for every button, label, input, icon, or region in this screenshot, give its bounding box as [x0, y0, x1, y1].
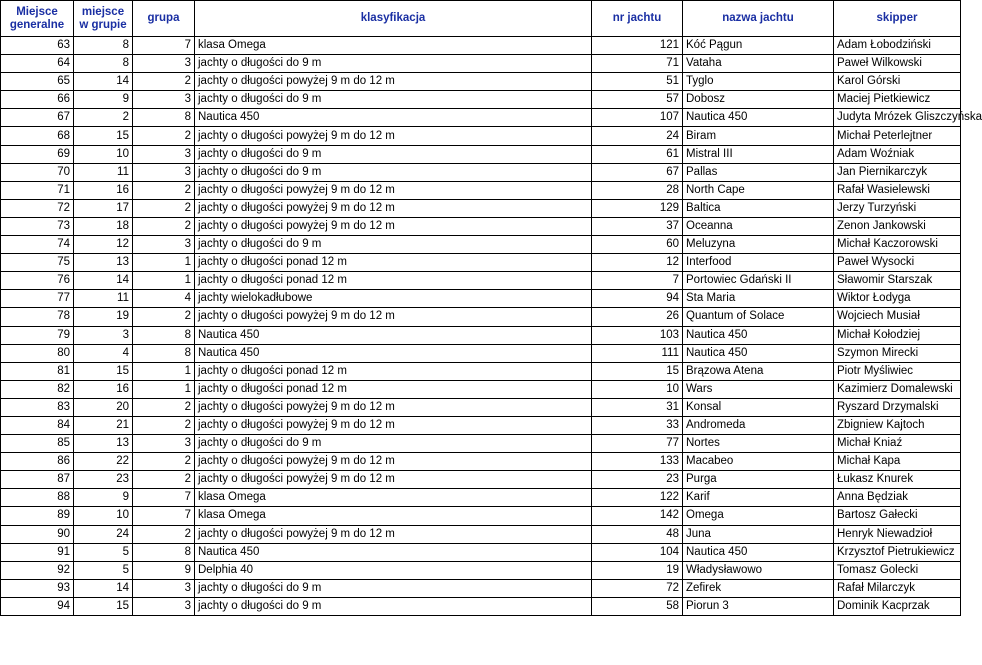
cell-group: 3	[133, 579, 195, 597]
table-row	[1, 453, 961, 471]
table-row	[1, 37, 961, 55]
cell-yacht-number: 129	[592, 199, 683, 217]
table-row	[1, 543, 961, 561]
cell-classification: klasa Omega	[195, 489, 592, 507]
cell-place-group: 15	[74, 362, 133, 380]
cell-yacht-number: 122	[592, 489, 683, 507]
cell-yacht-name: Kóć Pągun	[683, 37, 834, 55]
cell-skipper: Michał Kołodziej	[834, 326, 961, 344]
cell-place-group: 3	[74, 326, 133, 344]
table-row	[1, 561, 961, 579]
cell-yacht-name: Władysławowo	[683, 561, 834, 579]
header-place-group: miejsce w grupie	[74, 1, 133, 37]
cell-skipper: Adam Woźniak	[834, 145, 961, 163]
cell-place-overall: 66	[1, 91, 74, 109]
cell-yacht-number: 58	[592, 597, 683, 615]
cell-place-overall: 81	[1, 362, 74, 380]
cell-classification: Nautica 450	[195, 344, 592, 362]
cell-place-group: 4	[74, 344, 133, 362]
table-row	[1, 109, 961, 127]
cell-skipper: Jerzy Turzyński	[834, 199, 961, 217]
cell-yacht-name: Nautica 450	[683, 109, 834, 127]
cell-skipper: Paweł Wysocki	[834, 254, 961, 272]
cell-place-group: 21	[74, 416, 133, 434]
cell-place-group: 13	[74, 435, 133, 453]
table-row	[1, 525, 961, 543]
cell-yacht-name: Nautica 450	[683, 543, 834, 561]
cell-skipper: Zbigniew Kajtoch	[834, 416, 961, 434]
cell-classification: jachty o długości do 9 m	[195, 145, 592, 163]
cell-place-overall: 82	[1, 380, 74, 398]
cell-place-overall: 73	[1, 217, 74, 235]
cell-yacht-name: Tyglo	[683, 73, 834, 91]
cell-place-overall: 76	[1, 272, 74, 290]
cell-skipper: Dominik Kacprzak	[834, 597, 961, 615]
cell-place-overall: 68	[1, 127, 74, 145]
cell-place-overall: 71	[1, 181, 74, 199]
cell-place-group: 11	[74, 290, 133, 308]
cell-skipper: Anna Będziak	[834, 489, 961, 507]
cell-classification: jachty o długości do 9 m	[195, 91, 592, 109]
cell-yacht-number: 67	[592, 163, 683, 181]
cell-place-overall: 94	[1, 597, 74, 615]
cell-group: 7	[133, 507, 195, 525]
cell-group: 8	[133, 109, 195, 127]
cell-group: 2	[133, 416, 195, 434]
cell-place-group: 5	[74, 561, 133, 579]
cell-yacht-name: Piorun 3	[683, 597, 834, 615]
cell-yacht-number: 24	[592, 127, 683, 145]
cell-place-group: 10	[74, 145, 133, 163]
cell-yacht-name: North Cape	[683, 181, 834, 199]
cell-place-overall: 69	[1, 145, 74, 163]
cell-yacht-number: 94	[592, 290, 683, 308]
table-row	[1, 308, 961, 326]
cell-classification: jachty o długości do 9 m	[195, 597, 592, 615]
cell-yacht-name: Vataha	[683, 55, 834, 73]
cell-place-overall: 85	[1, 435, 74, 453]
table-row	[1, 254, 961, 272]
cell-place-overall: 67	[1, 109, 74, 127]
cell-place-overall: 64	[1, 55, 74, 73]
cell-yacht-name: Pallas	[683, 163, 834, 181]
header-group: grupa	[133, 1, 195, 37]
header-row	[1, 1, 961, 37]
cell-place-overall: 87	[1, 471, 74, 489]
table-row	[1, 597, 961, 615]
cell-skipper: Tomasz Golecki	[834, 561, 961, 579]
cell-place-group: 16	[74, 380, 133, 398]
table-row	[1, 127, 961, 145]
cell-skipper: Michał Kniaź	[834, 435, 961, 453]
cell-group: 8	[133, 344, 195, 362]
cell-place-group: 9	[74, 91, 133, 109]
cell-skipper: Maciej Pietkiewicz	[834, 91, 961, 109]
cell-group: 2	[133, 453, 195, 471]
cell-place-group: 14	[74, 73, 133, 91]
cell-place-overall: 70	[1, 163, 74, 181]
table-row	[1, 507, 961, 525]
cell-place-group: 19	[74, 308, 133, 326]
cell-group: 2	[133, 73, 195, 91]
cell-classification: jachty o długości do 9 m	[195, 579, 592, 597]
cell-yacht-name: Portowiec Gdański II	[683, 272, 834, 290]
cell-yacht-number: 19	[592, 561, 683, 579]
table-row	[1, 579, 961, 597]
cell-yacht-number: 10	[592, 380, 683, 398]
cell-yacht-name: Quantum of Solace	[683, 308, 834, 326]
cell-classification: Nautica 450	[195, 326, 592, 344]
table-row	[1, 236, 961, 254]
cell-skipper: Kazimierz Domalewski	[834, 380, 961, 398]
results-body	[1, 37, 982, 616]
cell-group: 1	[133, 254, 195, 272]
header-yacht-number: nr jachtu	[592, 1, 683, 37]
cell-classification: jachty o długości powyżej 9 m do 12 m	[195, 199, 592, 217]
cell-yacht-name: Nautica 450	[683, 326, 834, 344]
cell-place-overall: 80	[1, 344, 74, 362]
cell-yacht-number: 71	[592, 55, 683, 73]
cell-place-overall: 88	[1, 489, 74, 507]
cell-yacht-number: 57	[592, 91, 683, 109]
cell-skipper: Michał Peterlejtner	[834, 127, 961, 145]
cell-yacht-number: 103	[592, 326, 683, 344]
cell-group: 1	[133, 380, 195, 398]
cell-yacht-number: 33	[592, 416, 683, 434]
cell-group: 3	[133, 435, 195, 453]
cell-classification: jachty o długości do 9 m	[195, 236, 592, 254]
cell-place-group: 13	[74, 254, 133, 272]
table-row	[1, 380, 961, 398]
cell-place-overall: 72	[1, 199, 74, 217]
cell-group: 3	[133, 236, 195, 254]
cell-group: 7	[133, 37, 195, 55]
cell-place-group: 9	[74, 489, 133, 507]
cell-skipper: Rafał Milarczyk	[834, 579, 961, 597]
cell-classification: Delphia 40	[195, 561, 592, 579]
cell-group: 3	[133, 91, 195, 109]
table-row	[1, 217, 961, 235]
cell-classification: jachty o długości powyżej 9 m do 12 m	[195, 471, 592, 489]
cell-place-group: 24	[74, 525, 133, 543]
cell-place-overall: 63	[1, 37, 74, 55]
cell-place-group: 23	[74, 471, 133, 489]
cell-classification: jachty o długości powyżej 9 m do 12 m	[195, 181, 592, 199]
cell-group: 2	[133, 217, 195, 235]
cell-skipper: Rafał Wasielewski	[834, 181, 961, 199]
cell-skipper: Jan Piernikarczyk	[834, 163, 961, 181]
cell-yacht-name: Interfood	[683, 254, 834, 272]
cell-place-group: 18	[74, 217, 133, 235]
cell-place-overall: 93	[1, 579, 74, 597]
cell-place-group: 10	[74, 507, 133, 525]
cell-place-overall: 86	[1, 453, 74, 471]
cell-group: 2	[133, 398, 195, 416]
cell-yacht-name: Mistral III	[683, 145, 834, 163]
cell-yacht-name: Konsal	[683, 398, 834, 416]
cell-yacht-number: 72	[592, 579, 683, 597]
table-row	[1, 435, 961, 453]
cell-skipper: Ryszard Drzymalski	[834, 398, 961, 416]
cell-place-overall: 74	[1, 236, 74, 254]
table-row	[1, 344, 961, 362]
cell-classification: jachty o długości powyżej 9 m do 12 m	[195, 453, 592, 471]
cell-yacht-number: 12	[592, 254, 683, 272]
cell-place-overall: 79	[1, 326, 74, 344]
cell-place-overall: 65	[1, 73, 74, 91]
cell-place-overall: 90	[1, 525, 74, 543]
table-row	[1, 290, 961, 308]
cell-place-group: 14	[74, 579, 133, 597]
cell-classification: Nautica 450	[195, 543, 592, 561]
table-row	[1, 272, 961, 290]
cell-place-group: 15	[74, 597, 133, 615]
cell-yacht-number: 142	[592, 507, 683, 525]
cell-yacht-number: 23	[592, 471, 683, 489]
table-row	[1, 55, 961, 73]
cell-yacht-number: 51	[592, 73, 683, 91]
cell-yacht-name: Brązowa Atena	[683, 362, 834, 380]
cell-yacht-number: 107	[592, 109, 683, 127]
cell-yacht-number: 77	[592, 435, 683, 453]
cell-classification: jachty o długości do 9 m	[195, 435, 592, 453]
cell-yacht-number: 61	[592, 145, 683, 163]
table-row	[1, 489, 961, 507]
cell-yacht-number: 31	[592, 398, 683, 416]
cell-classification: jachty o długości ponad 12 m	[195, 362, 592, 380]
table-row	[1, 471, 961, 489]
table-row	[1, 416, 961, 434]
cell-group: 3	[133, 597, 195, 615]
cell-place-overall: 83	[1, 398, 74, 416]
cell-classification: jachty o długości do 9 m	[195, 163, 592, 181]
cell-skipper: Michał Kapa	[834, 453, 961, 471]
cell-skipper: Sławomir Starszak	[834, 272, 961, 290]
cell-place-group: 12	[74, 236, 133, 254]
cell-yacht-name: Juna	[683, 525, 834, 543]
table-row	[1, 199, 961, 217]
cell-yacht-number: 111	[592, 344, 683, 362]
cell-skipper: Wojciech Musiał	[834, 308, 961, 326]
cell-yacht-name: Karif	[683, 489, 834, 507]
table-row	[1, 326, 961, 344]
cell-yacht-name: Nortes	[683, 435, 834, 453]
cell-yacht-number: 7	[592, 272, 683, 290]
cell-skipper: Bartosz Gałecki	[834, 507, 961, 525]
cell-place-group: 22	[74, 453, 133, 471]
cell-group: 8	[133, 326, 195, 344]
cell-group: 1	[133, 272, 195, 290]
table-row	[1, 163, 961, 181]
cell-yacht-name: Zefirek	[683, 579, 834, 597]
cell-group: 2	[133, 199, 195, 217]
cell-yacht-name: Meluzyna	[683, 236, 834, 254]
cell-classification: klasa Omega	[195, 37, 592, 55]
cell-place-overall: 91	[1, 543, 74, 561]
cell-place-overall: 77	[1, 290, 74, 308]
cell-group: 2	[133, 181, 195, 199]
table-row	[1, 73, 961, 91]
cell-yacht-name: Nautica 450	[683, 344, 834, 362]
cell-skipper: Karol Górski	[834, 73, 961, 91]
cell-place-group: 15	[74, 127, 133, 145]
header-yacht-name: nazwa jachtu	[683, 1, 834, 37]
cell-yacht-name: Biram	[683, 127, 834, 145]
cell-group: 9	[133, 561, 195, 579]
cell-yacht-name: Sta Maria	[683, 290, 834, 308]
cell-group: 3	[133, 145, 195, 163]
cell-place-group: 11	[74, 163, 133, 181]
cell-yacht-number: 28	[592, 181, 683, 199]
cell-classification: jachty o długości ponad 12 m	[195, 380, 592, 398]
cell-skipper: Michał Kaczorowski	[834, 236, 961, 254]
cell-place-overall: 92	[1, 561, 74, 579]
cell-skipper: Łukasz Knurek	[834, 471, 961, 489]
cell-place-group: 2	[74, 109, 133, 127]
cell-place-overall: 75	[1, 254, 74, 272]
cell-place-overall: 78	[1, 308, 74, 326]
cell-group: 2	[133, 525, 195, 543]
cell-yacht-name: Wars	[683, 380, 834, 398]
cell-yacht-name: Purga	[683, 471, 834, 489]
cell-place-overall: 89	[1, 507, 74, 525]
cell-group: 2	[133, 471, 195, 489]
cell-yacht-number: 37	[592, 217, 683, 235]
cell-place-group: 8	[74, 55, 133, 73]
cell-skipper: Zenon Jankowski	[834, 217, 961, 235]
cell-skipper: Paweł Wilkowski	[834, 55, 961, 73]
cell-classification: jachty o długości powyżej 9 m do 12 m	[195, 73, 592, 91]
table-row	[1, 362, 961, 380]
cell-place-group: 5	[74, 543, 133, 561]
cell-classification: jachty o długości powyżej 9 m do 12 m	[195, 398, 592, 416]
cell-classification: jachty wielokadłubowe	[195, 290, 592, 308]
table-row	[1, 181, 961, 199]
cell-classification: Nautica 450	[195, 109, 592, 127]
cell-place-group: 16	[74, 181, 133, 199]
cell-yacht-number: 26	[592, 308, 683, 326]
cell-skipper: Adam Łobodziński	[834, 37, 961, 55]
cell-yacht-number: 60	[592, 236, 683, 254]
cell-group: 3	[133, 163, 195, 181]
cell-group: 7	[133, 489, 195, 507]
cell-skipper: Szymon Mirecki	[834, 344, 961, 362]
header-skipper: skipper	[834, 1, 961, 37]
cell-classification: jachty o długości powyżej 9 m do 12 m	[195, 127, 592, 145]
header-classification: klasyfikacja	[195, 1, 592, 37]
cell-yacht-number: 15	[592, 362, 683, 380]
cell-skipper: Krzysztof Pietrukiewicz	[834, 543, 961, 561]
cell-place-overall: 84	[1, 416, 74, 434]
cell-group: 2	[133, 127, 195, 145]
header-place-overall: Miejsce generalne	[1, 1, 74, 37]
cell-place-group: 14	[74, 272, 133, 290]
cell-group: 1	[133, 362, 195, 380]
cell-classification: jachty o długości powyżej 9 m do 12 m	[195, 308, 592, 326]
cell-classification: jachty o długości powyżej 9 m do 12 m	[195, 217, 592, 235]
cell-yacht-name: Oceanna	[683, 217, 834, 235]
cell-yacht-name: Omega	[683, 507, 834, 525]
cell-yacht-name: Baltica	[683, 199, 834, 217]
cell-yacht-number: 104	[592, 543, 683, 561]
cell-place-group: 20	[74, 398, 133, 416]
cell-place-group: 17	[74, 199, 133, 217]
cell-group: 8	[133, 543, 195, 561]
cell-skipper: Judyta Mrózek Gliszczyńska	[834, 109, 961, 127]
cell-classification: klasa Omega	[195, 507, 592, 525]
cell-classification: jachty o długości do 9 m	[195, 55, 592, 73]
cell-group: 2	[133, 308, 195, 326]
cell-classification: jachty o długości powyżej 9 m do 12 m	[195, 525, 592, 543]
cell-yacht-number: 133	[592, 453, 683, 471]
cell-yacht-number: 121	[592, 37, 683, 55]
cell-classification: jachty o długości powyżej 9 m do 12 m	[195, 416, 592, 434]
cell-skipper: Henryk Niewadzioł	[834, 525, 961, 543]
cell-classification: jachty o długości ponad 12 m	[195, 254, 592, 272]
cell-skipper: Wiktor Łodyga	[834, 290, 961, 308]
cell-place-group: 8	[74, 37, 133, 55]
cell-group: 4	[133, 290, 195, 308]
cell-yacht-name: Dobosz	[683, 91, 834, 109]
table-row	[1, 91, 961, 109]
table-row	[1, 398, 961, 416]
cell-yacht-name: Macabeo	[683, 453, 834, 471]
cell-skipper: Piotr Myśliwiec	[834, 362, 961, 380]
cell-yacht-name: Andromeda	[683, 416, 834, 434]
cell-classification: jachty o długości ponad 12 m	[195, 272, 592, 290]
table-row	[1, 145, 961, 163]
cell-yacht-number: 48	[592, 525, 683, 543]
cell-group: 3	[133, 55, 195, 73]
